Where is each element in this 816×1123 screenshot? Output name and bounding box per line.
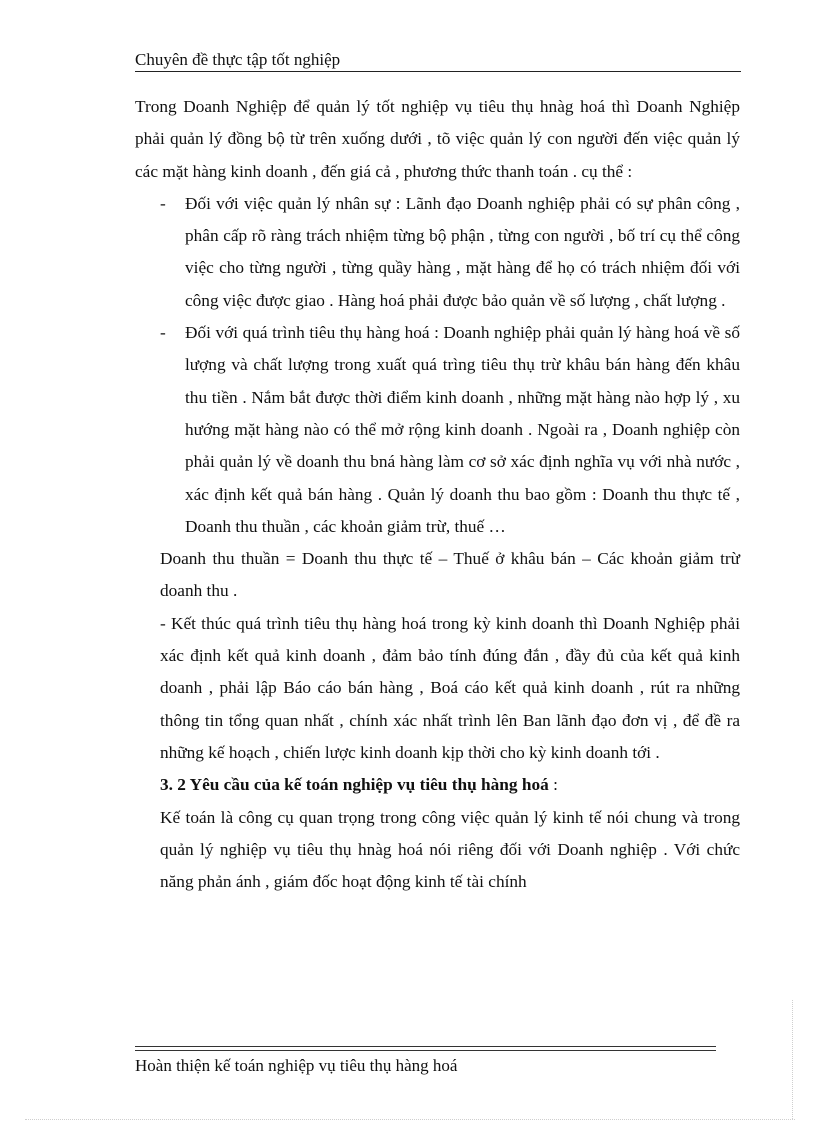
page-header: [135, 49, 741, 72]
list-item: [135, 317, 740, 543]
footer-title: Hoàn thiện kế toán nghiệp vụ tiêu thụ hàng hoá: [135, 1056, 458, 1075]
formula-paragraph: Doanh thu thuần = Doanh thu thực tế – Thuế ở khâu bán – Các khoản giảm trừ doanh thu .: [160, 549, 740, 601]
intro-paragraph: Trong Doanh Nghiệp để quản lý tốt nghiệp vụ tiêu thụ hnàg hoá thì Doanh Nghiệp phải quản lý đồng bộ từ trên xuống dưới , tõ việc quản lý con người đến việc quản lý các mặt hàng kinh doanh , đến giá cả , phương thức thanh toán . cụ thể :: [135, 97, 740, 181]
section-body-paragraph: Kế toán là công cụ quan trọng trong công việc quản lý kinh tế nói chung và trong quản lý nghiệp vụ tiêu thụ hnàg hoá nói riêng đối với Doanh nghiệp . Với chức năng phản ánh , giám đốc hoạt động kinh tế tài chính: [160, 807, 740, 892]
dash-marker: -: [160, 193, 166, 213]
section-heading-colon: :: [553, 775, 558, 795]
document-body: [135, 91, 740, 898]
section-heading: [135, 769, 740, 801]
page-footer: [135, 1055, 457, 1077]
page-border: [25, 1119, 795, 1120]
bullet-list: [135, 188, 740, 543]
footer-divider: [135, 1046, 716, 1051]
page-border-right: [792, 1000, 793, 1119]
section-heading-text: 3. 2 Yêu cầu của kế toán nghiệp vụ tiêu thụ hàng hoá: [160, 775, 549, 795]
dash-marker: -: [160, 323, 166, 343]
list-item: [135, 188, 740, 317]
bullet-text: Đối với việc quản lý nhân sự : Lãnh đạo Doanh nghiệp phải có sự phân công , phân cấp rõ ràng trách nhiệm từng bộ phận , từng con người , bố trí cụ thể công việc cho từng người , từng quầy hàng , mặt hàng để họ có trách nhiệm đối với công việc được giao . Hàng hoá phải được bảo quản về số lượng , chất lượng .: [185, 193, 740, 310]
header-title: Chuyên đề thực tập tốt nghiệp: [135, 50, 341, 69]
conclusion-paragraph: - Kết thúc quá trình tiêu thụ hàng hoá trong kỳ kinh doanh thì Doanh Nghiệp phải xác định kết quả kinh doanh , đảm bảo tính đúng đắn , đầy đủ của kết quả kinh doanh , phải lập Báo cáo bán hàng , Boá cáo kết quả kinh doanh , rút ra những thông tin tổng quan nhất , chính xác nhất trình lên Ban lãnh đạo đơn vị , để đề ra những kế hoạch , chiến lược kinh doanh kịp thời cho kỳ kinh doanh tới .: [160, 613, 740, 762]
bullet-text: Đối với quá trình tiêu thụ hàng hoá : Doanh nghiệp phải quản lý hàng hoá về số lượng và chất lượng trong xuất quá trìng tiêu thụ trừ khâu bán hàng đến khâu thu tiền . Nắm bắt được thời điểm kinh doanh , những mặt hàng nào hợp lý , xu hướng mặt hàng nào có thể mở rộng kinh doanh . Ngoài ra , Doanh nghiệp còn phải quản lý về doanh thu bná hàng làm cơ sở xác định nghĩa vụ với nhà nước , xác định kết quả bán hàng . Quản lý doanh thu bao gồm : Doanh thu thực tế , Doanh thu thuần , các khoản giảm trừ, thuế …: [185, 323, 740, 536]
